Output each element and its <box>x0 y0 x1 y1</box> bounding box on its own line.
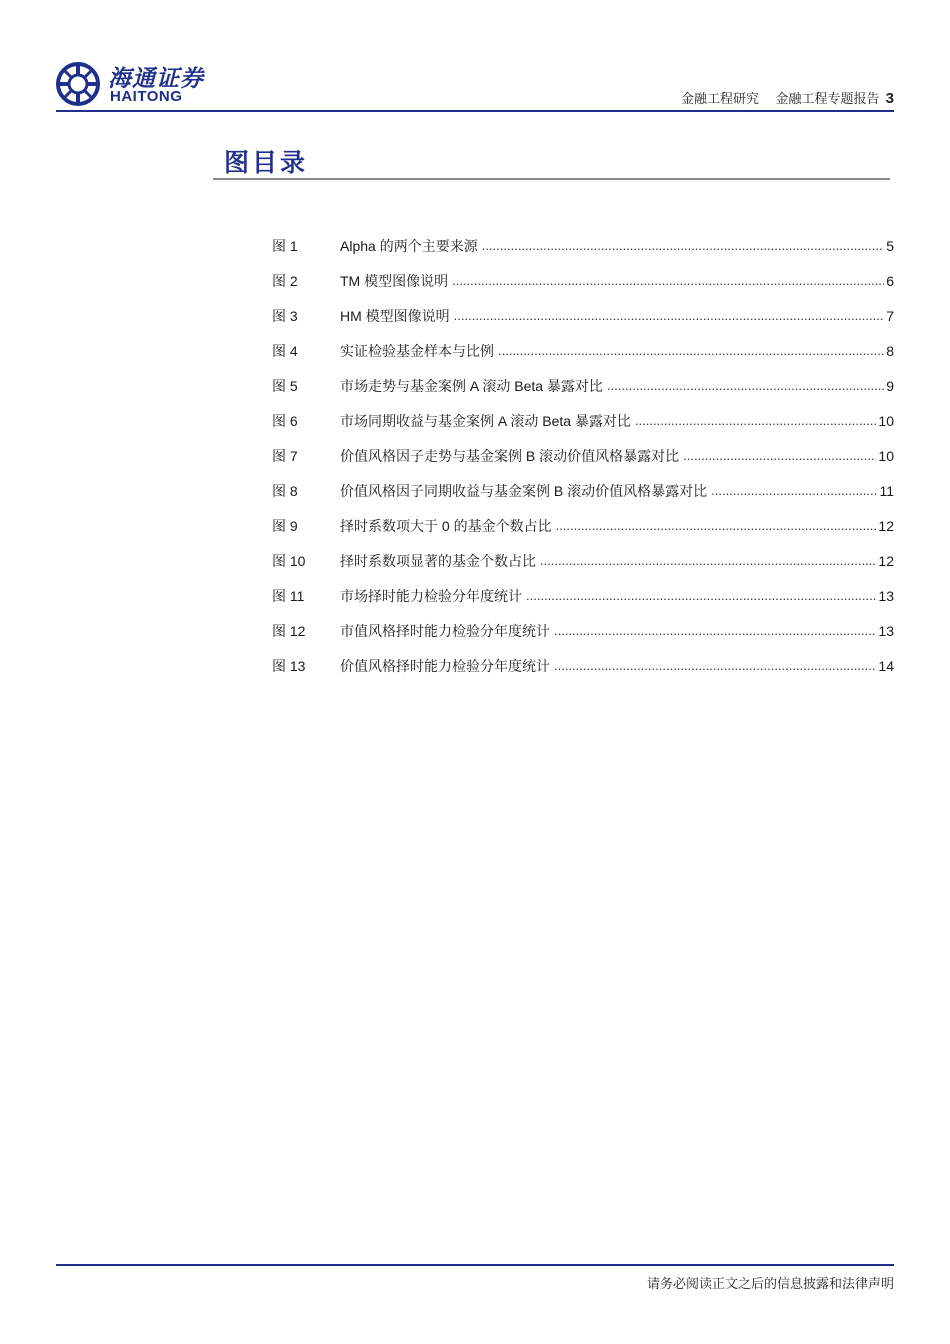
title-divider <box>213 178 890 180</box>
logo-chinese-text: 海通证券 <box>108 65 204 92</box>
toc-leader-dots <box>635 414 876 428</box>
toc-entry-number: 图 13 <box>272 657 306 674</box>
toc-entry-page: 12 <box>878 517 894 534</box>
toc-entry[interactable] <box>272 368 894 403</box>
footer-divider <box>56 1264 894 1266</box>
toc-entry[interactable] <box>272 298 894 333</box>
toc-entry-number: 图 2 <box>272 272 298 289</box>
toc-entry-title: 市值风格择时能力检验分年度统计 <box>340 622 550 639</box>
toc-entry[interactable] <box>272 473 894 508</box>
page-title: 图目录 <box>224 148 309 177</box>
toc-entry[interactable] <box>272 403 894 438</box>
toc-entry-title: 价值风格因子走势与基金案例 B 滚动价值风格暴露对比 <box>340 447 680 464</box>
toc-entry-number: 图 5 <box>272 377 298 394</box>
haitong-logo-icon <box>56 62 100 106</box>
toc-entry-page: 7 <box>886 307 894 324</box>
toc-leader-dots <box>540 554 876 568</box>
toc-entry-page: 8 <box>886 342 894 359</box>
toc-entry-page: 12 <box>878 552 894 569</box>
figure-toc <box>272 228 894 683</box>
toc-entry[interactable] <box>272 648 894 683</box>
toc-entry-page: 11 <box>879 482 894 499</box>
toc-entry-page: 14 <box>878 657 894 674</box>
toc-entry-title: 市场走势与基金案例 A 滚动 Beta 暴露对比 <box>340 377 603 394</box>
toc-entry-title: 市场同期收益与基金案例 A 滚动 Beta 暴露对比 <box>340 412 631 429</box>
logo-english-text: HAITONG <box>110 88 183 105</box>
toc-entry-page: 13 <box>878 587 894 604</box>
toc-entry-number: 图 8 <box>272 482 298 499</box>
toc-entry[interactable] <box>272 438 894 473</box>
toc-leader-dots <box>482 239 885 253</box>
toc-entry-number: 图 10 <box>272 552 306 569</box>
header-page-number: 3 <box>885 90 894 107</box>
toc-entry-title: TM 模型图像说明 <box>340 272 449 289</box>
toc-entry-number: 图 11 <box>272 587 305 604</box>
toc-entry-title: 择时系数项显著的基金个数占比 <box>340 552 536 569</box>
toc-entry-title: HM 模型图像说明 <box>340 307 450 324</box>
toc-entry[interactable] <box>272 508 894 543</box>
toc-entry[interactable] <box>272 263 894 298</box>
toc-entry-number: 图 3 <box>272 307 298 324</box>
toc-leader-dots <box>452 274 884 288</box>
toc-leader-dots <box>454 309 885 323</box>
toc-entry[interactable] <box>272 578 894 613</box>
page-header <box>681 88 894 107</box>
toc-leader-dots <box>554 624 876 638</box>
toc-entry-title: 实证检验基金样本与比例 <box>340 342 494 359</box>
toc-entry-page: 6 <box>886 272 894 289</box>
toc-entry-number: 图 1 <box>272 237 298 254</box>
toc-entry-page: 10 <box>878 412 894 429</box>
toc-leader-dots <box>498 344 884 358</box>
toc-entry-page: 9 <box>886 377 894 394</box>
toc-entry-title: 市场择时能力检验分年度统计 <box>340 587 522 604</box>
toc-entry[interactable] <box>272 613 894 648</box>
toc-leader-dots <box>556 519 877 533</box>
toc-entry-number: 图 7 <box>272 447 298 464</box>
toc-leader-dots <box>711 484 877 498</box>
toc-entry-page: 5 <box>886 237 894 254</box>
toc-leader-dots <box>554 659 876 673</box>
toc-entry[interactable] <box>272 333 894 368</box>
toc-entry-title: 择时系数项大于 0 的基金个数占比 <box>340 517 552 534</box>
toc-entry-number: 图 12 <box>272 622 306 639</box>
toc-leader-dots <box>683 449 876 463</box>
header-section: 金融工程研究 <box>680 92 759 107</box>
toc-entry-number: 图 6 <box>272 412 298 429</box>
toc-entry-page: 10 <box>878 447 894 464</box>
toc-entry-number: 图 4 <box>272 342 298 359</box>
header-divider <box>56 110 894 112</box>
toc-leader-dots <box>607 379 884 393</box>
toc-entry-title: 价值风格择时能力检验分年度统计 <box>340 657 550 674</box>
toc-entry-number: 图 9 <box>272 517 298 534</box>
toc-entry-title: 价值风格因子同期收益与基金案例 B 滚动价值风格暴露对比 <box>340 482 708 499</box>
toc-entry-page: 13 <box>878 622 894 639</box>
header-report-type: 金融工程专题报告 <box>775 92 880 107</box>
toc-entry-title: Alpha 的两个主要来源 <box>340 237 478 254</box>
toc-entry[interactable] <box>272 543 894 578</box>
toc-leader-dots <box>526 589 876 603</box>
toc-entry[interactable] <box>272 228 894 263</box>
footer-disclaimer: 请务必阅读正文之后的信息披露和法律声明 <box>646 1277 894 1292</box>
company-logo <box>56 58 256 108</box>
